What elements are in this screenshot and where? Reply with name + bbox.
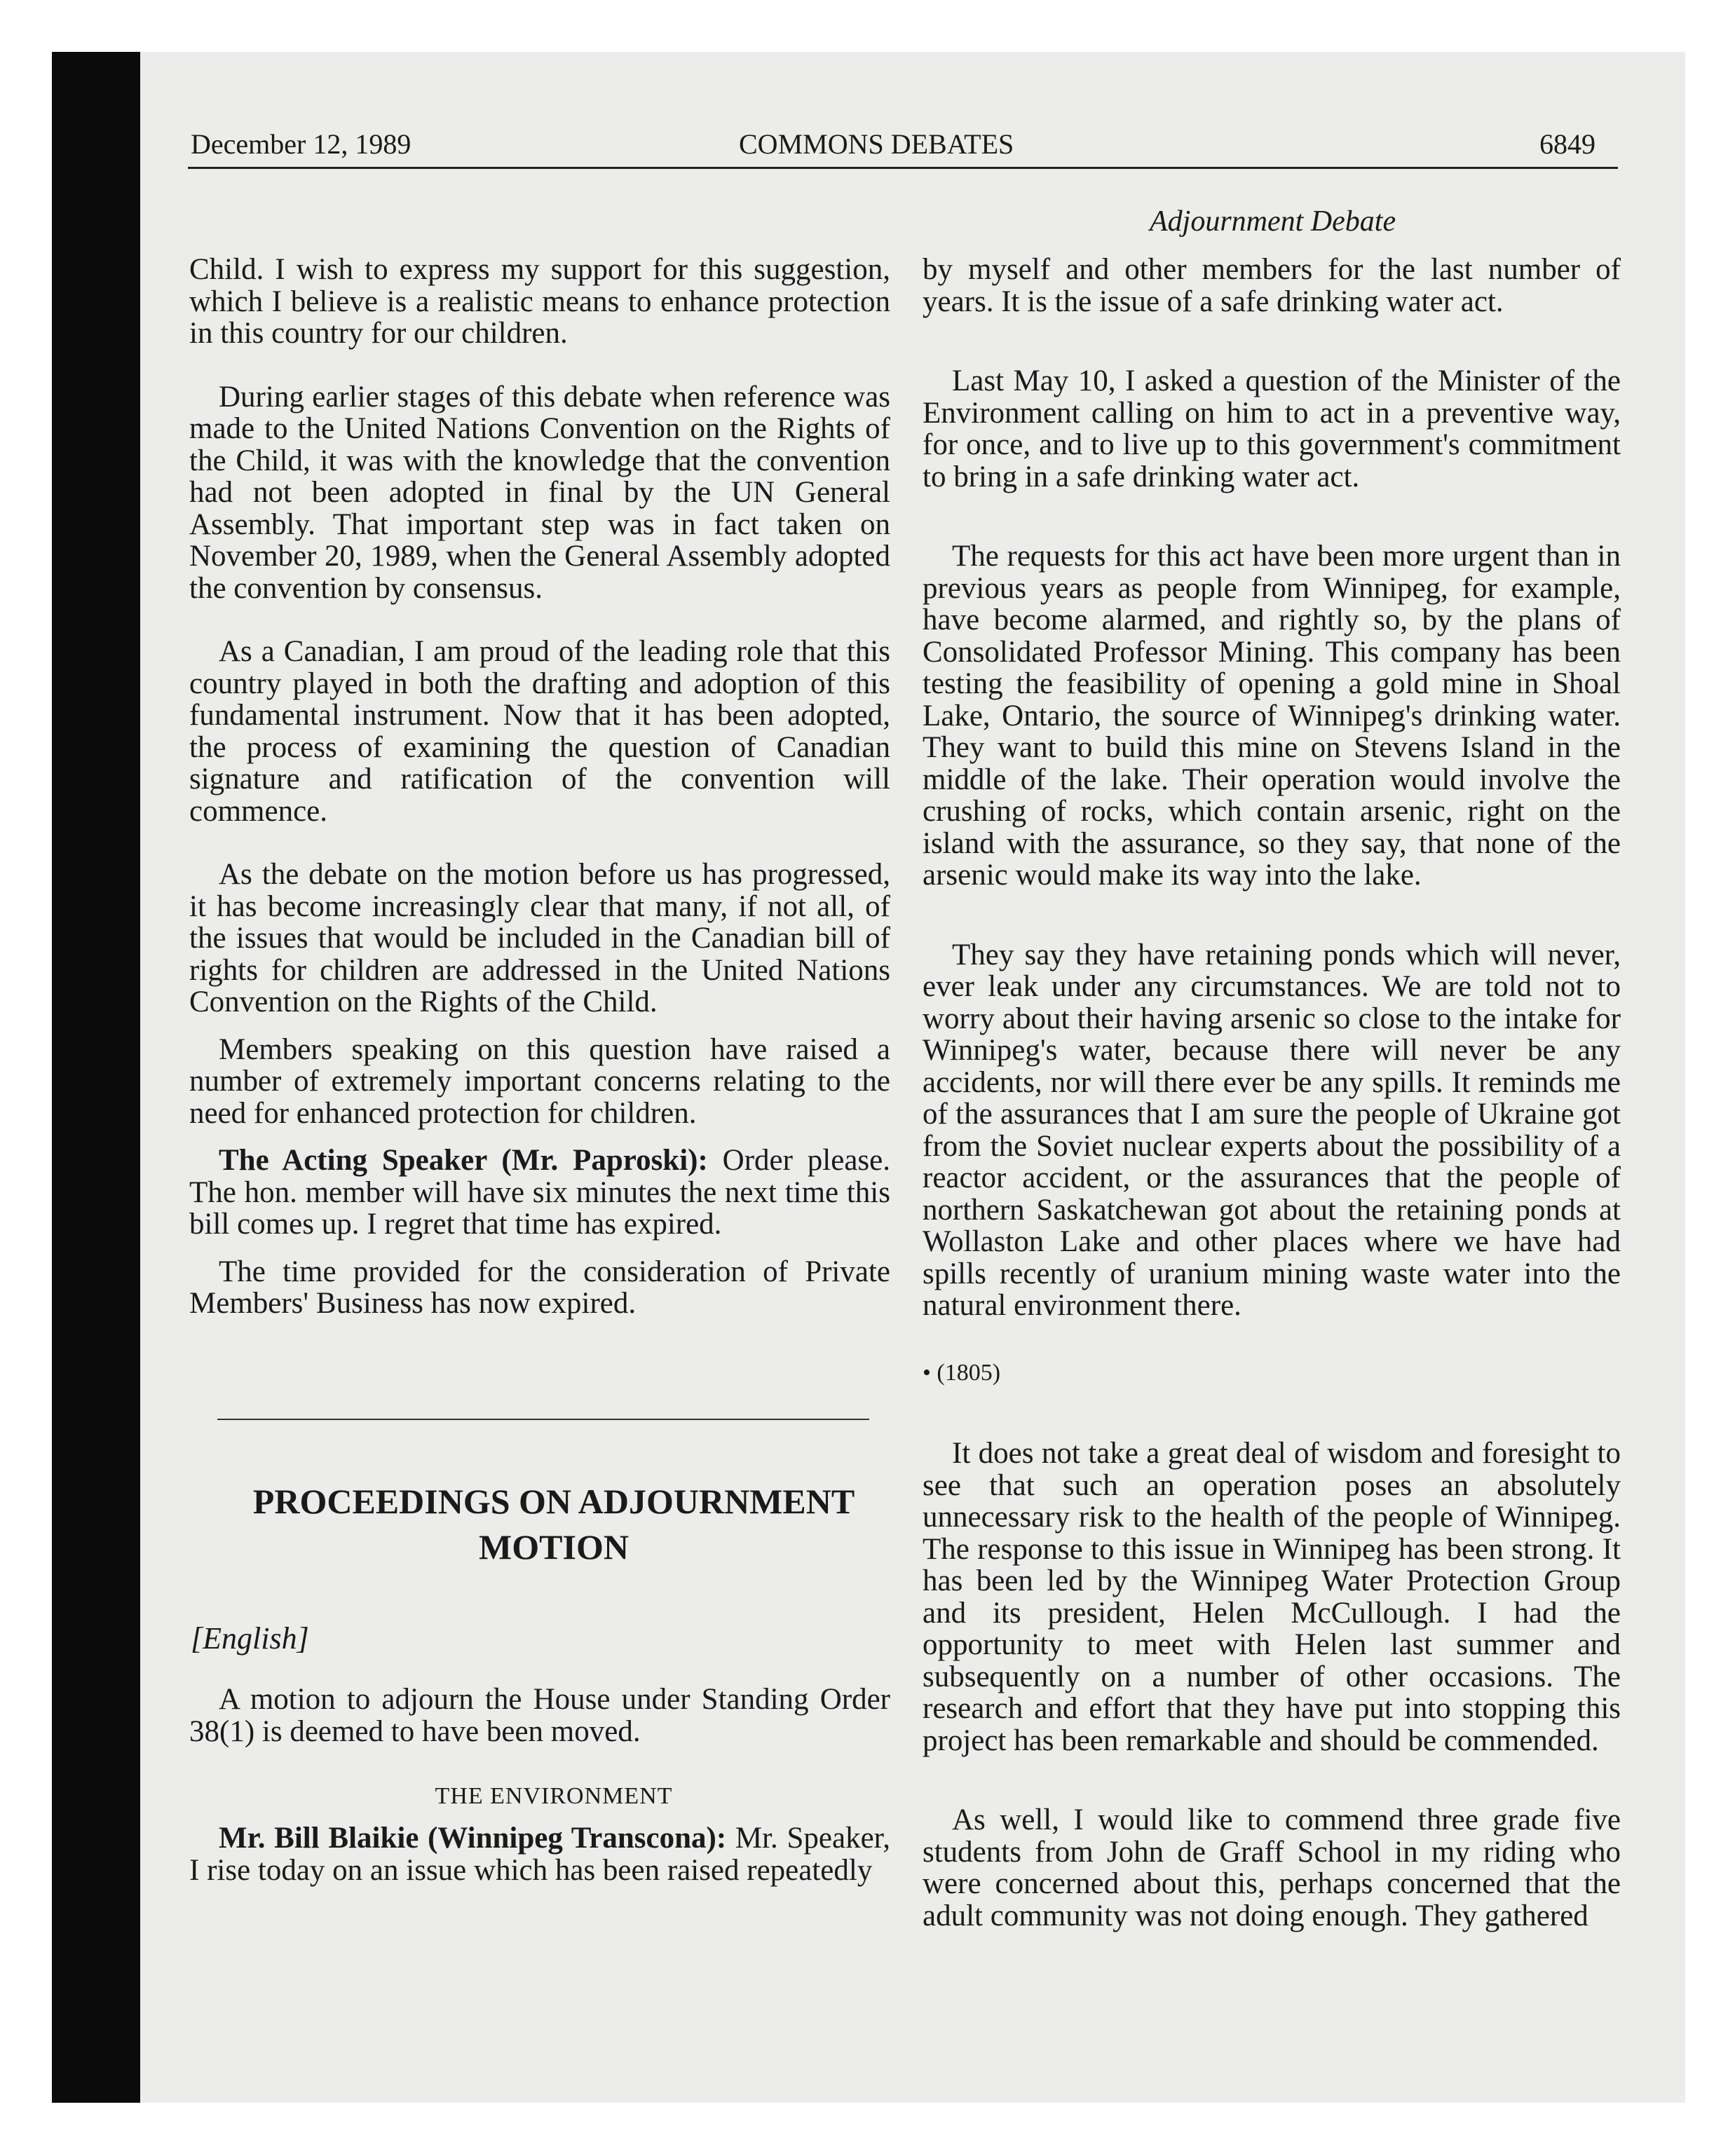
language-tag: [English] [191, 1621, 309, 1656]
header-rule [188, 167, 1618, 169]
left-column-bottom [189, 1822, 890, 1886]
right-column [923, 254, 1621, 1932]
time-marker: • (1805) [923, 1359, 1001, 1386]
left-paragraph-2: During earlier stages of this debate when reference was made to the United Nations Convention on the Rights of the Child, it was with the knowledge that the convention had not been adopted in final by the UN General Assembly. That important step was in fact taken on November 20, 1989, when the General Assembly adopted the convention by consensus. [189, 380, 890, 605]
left-paragraph-4: As the debate on the motion before us has progressed, it has become increasingly clear that many, if not all, of the issues that would be included in the Canadian bill of rights for children are addressed in the United Nations Convention on the Rights of the Child. [189, 858, 890, 1018]
right-paragraph-4: They say they have retaining ponds which will never, ever leak under any circumstances. We are told not to worry about their having arsenic so close to the intake for Winnipeg's water, because there will never be any accidents, nor will there ever be any spills. It reminds me of the assurances that I am sure the people of Ukraine got from the Soviet nuclear experts about the possibility of a reactor accident, or the assurances that the people of northern Saskatchewan got about the retaining ponds at Wollaston Lake and other places where we have had spills recently of uranium mining waste water into the natural environment there. [923, 938, 1621, 1322]
section-divider [217, 1419, 869, 1420]
left-paragraph-3: As a Canadian, I am proud of the leading role that this country played in both the drafting and adoption of this fundamental instrument. Now that it has been adopted, the process of examining the question of Canadian signature and ratification of the convention will commence. [189, 635, 890, 828]
left-paragraph-9: Mr. Bill Blaikie (Winnipeg Transcona): Mr. Speaker, I rise today on an issue which has been raised repeatedly [189, 1822, 890, 1887]
section-label: Adjournment Debate [1150, 205, 1396, 238]
header-title: COMMONS DEBATES [739, 128, 1014, 160]
speaker-name: The Acting Speaker (Mr. Paproski): [219, 1144, 708, 1177]
left-column-lower [189, 1684, 890, 1747]
header-date: December 12, 1989 [191, 128, 411, 160]
left-paragraph-1: Child. I wish to express my support for this suggestion, which I believe is a realistic means to enhance protection in this country for our children. [189, 253, 890, 350]
proceedings-heading: PROCEEDINGS ON ADJOURNMENT MOTION [252, 1482, 855, 1567]
right-paragraph-3: The requests for this act have been more urgent than in previous years as people from Winnipeg, for example, have become alarmed, and rightly so, by the plans of Consolidated Professor Mining. This company has been testing the feasibility of opening a gold mine in Shoal Lake, Ontario, the source of Winnipeg's drinking water. They want to build this mine on Stevens Island in the middle of the lake. Their operation would involve the crushing of rocks, which contain arsenic, right on the island with the assurance, so they say, that none of the arsenic would make its way into the lake. [923, 540, 1621, 892]
page-number: 6849 [1539, 128, 1595, 160]
left-paragraph-6: The Acting Speaker (Mr. Paproski): Order please. The hon. member will have six minutes the next time this bill comes up. I regret that time has expired. [189, 1144, 890, 1241]
right-paragraph-6: As well, I would like to commend three grade five students from John de Graff School in my riding who were concerned about this, perhaps concerned that the adult community was not doing enough. They gathered [923, 1803, 1621, 1932]
right-paragraph-5: It does not take a great deal of wisdom and foresight to see that such an operation poses an absolutely unnecessary risk to the health of the people of Winnipeg. The response to this issue in Winnipeg has been strong. It has been led by the Winnipeg Water Protection Group and its president, Helen McCullough. I had the opportunity to meet with Helen last summer and subsequently on a number of other occasions. The research and effort that they have put into stopping this project has been remarkable and should be commended. [923, 1437, 1621, 1757]
right-paragraph-1: by myself and other members for the last number of years. It is the issue of a safe drinking water act. [923, 253, 1621, 318]
left-paragraph-8: A motion to adjourn the House under Standing Order 38(1) is deemed to have been moved. [189, 1683, 890, 1748]
subheading: THE ENVIRONMENT [435, 1783, 673, 1809]
left-paragraph-7: The time provided for the consideration of Private Members' Business has now expired. [189, 1255, 890, 1320]
left-paragraph-5: Members speaking on this question have raised a number of extremely important concerns relating to the need for enhanced protection for children. [189, 1032, 890, 1130]
left-column [189, 254, 890, 1320]
binding-edge [52, 52, 140, 2103]
speaker-name: Mr. Bill Blaikie (Winnipeg Transcona): [219, 1822, 727, 1855]
right-paragraph-2: Last May 10, I asked a question of the Minister of the Environment calling on him to act in a preventive way, for once, and to live up to this government's commitment to bring in a safe drinking water act. [923, 364, 1621, 493]
